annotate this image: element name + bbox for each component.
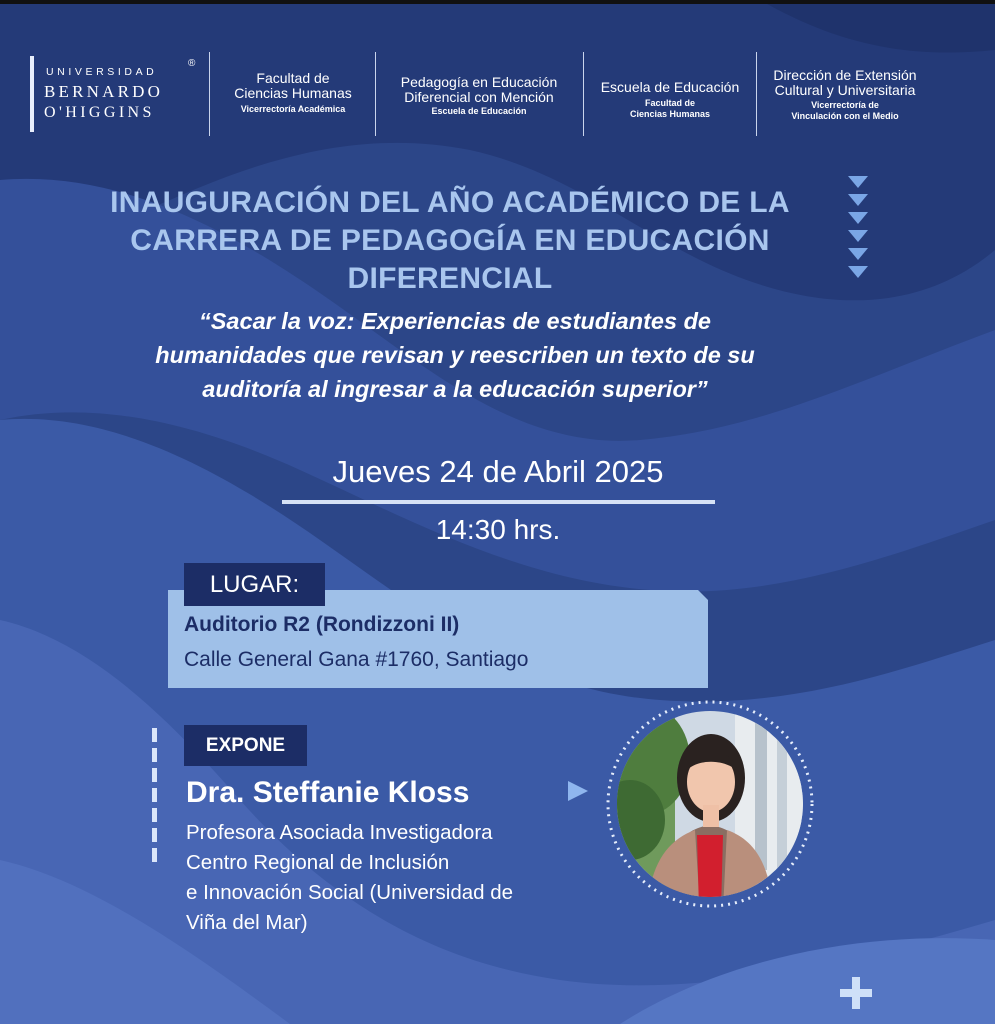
location-label: LUGAR: (184, 563, 325, 606)
logo-line1: UNIVERSIDAD (46, 66, 158, 78)
date-underline (282, 500, 715, 504)
header-extension-sub1: Vicerrectoría de (811, 100, 879, 110)
event-date: Jueves 24 de Abril 2025 (332, 454, 664, 489)
header-extension-main1: Dirección de Extensión (773, 67, 917, 83)
header-divider (375, 52, 376, 136)
play-arrow-icon (567, 780, 589, 802)
speaker-photo (605, 700, 815, 910)
plus-icon (838, 975, 874, 1011)
header-divider (209, 52, 210, 136)
header-program-main2: Diferencial con Mención (404, 89, 554, 105)
role-line4: Viña del Mar) (186, 911, 308, 934)
subtitle-line2: humanidades que revisan y reescriben un texto de su (155, 342, 755, 368)
header-extension (762, 68, 928, 122)
role-line3: e Innovación Social (Universidad de (186, 881, 514, 904)
location-name: Auditorio R2 (Rondizzoni II) (184, 613, 460, 636)
header-school-main1: Escuela de Educación (600, 79, 740, 95)
speaker-label: EXPONE (184, 725, 307, 766)
header-program-sub1: Escuela de Educación (431, 106, 527, 116)
title-line1: INAUGURACIÓN DEL AÑO ACADÉMICO DE LA (110, 186, 790, 219)
header-extension-main2: Cultural y Universitaria (774, 82, 916, 98)
university-logo (30, 56, 200, 134)
header-divider (583, 52, 584, 136)
logo-line2: BERNARDO (44, 82, 164, 101)
subtitle-line1: “Sacar la voz: Experiencias de estudiantes de (199, 308, 711, 334)
header-extension-sub2: Vinculación con el Medio (791, 111, 899, 121)
role-line1: Profesora Asociada Investigadora (186, 821, 493, 844)
event-title (60, 184, 840, 298)
event-time: 14:30 hrs. (435, 514, 561, 545)
header-school (590, 80, 750, 120)
header-divider (756, 52, 757, 136)
header-school-sub1: Facultad de (644, 98, 695, 108)
dashed-line (152, 728, 157, 863)
speaker-role (186, 818, 606, 938)
top-border (0, 0, 995, 4)
speaker-name: Dra. Steffanie Kloss (186, 776, 470, 809)
logo-bar (30, 56, 34, 132)
header-faculty-main1: Facultad de (256, 70, 330, 86)
logo-line3: O'HIGGINS (44, 104, 155, 121)
registered-mark: ® (188, 58, 196, 69)
location-address: Calle General Gana #1760, Santiago (184, 648, 529, 671)
chevrons-down-icon (847, 174, 869, 284)
talk-title (60, 304, 850, 406)
header-program (382, 75, 576, 117)
header-faculty (216, 71, 370, 115)
subtitle-line3: auditoría al ingresar a la educación superior” (202, 376, 708, 402)
title-line2: CARRERA DE PEDAGOGÍA EN EDUCACIÓN (130, 224, 770, 257)
header-faculty-main2: Ciencias Humanas (234, 85, 352, 101)
title-line3: DIFERENCIAL (347, 262, 553, 295)
header-faculty-sub1: Vicerrectoría Académica (240, 104, 346, 114)
role-line2: Centro Regional de Inclusión (186, 851, 450, 874)
header-school-sub2: Ciencias Humanas (629, 109, 711, 119)
header-program-main1: Pedagogía en Educación (400, 74, 558, 90)
